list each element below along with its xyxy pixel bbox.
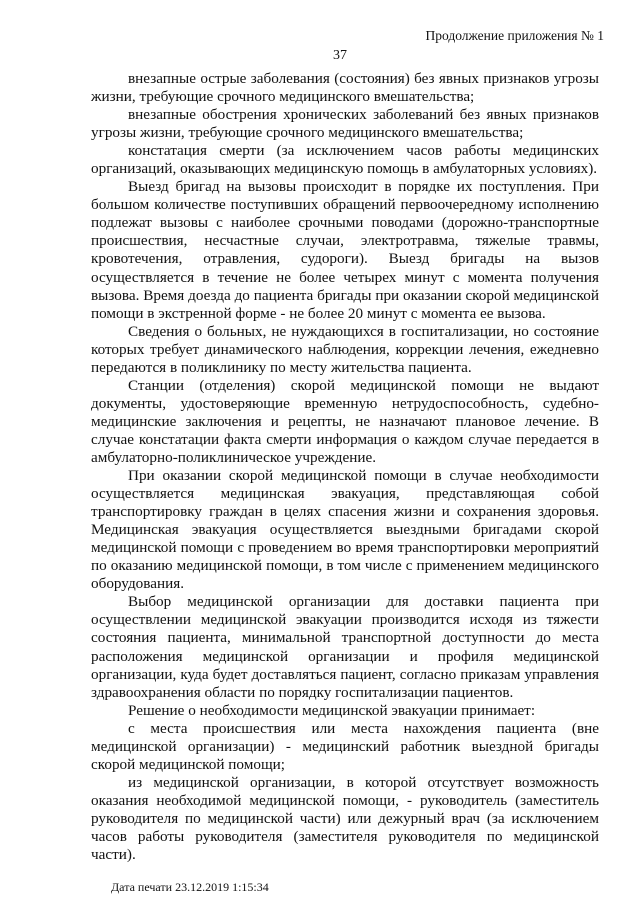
page-number: 37	[333, 48, 347, 63]
paragraph: Выезд бригад на вызовы происходит в порядке их поступления. При большом количестве поступивших обращений первоочередному исполнению подлежат вызовы с наиболее срочными поводами (дорожно-транспортные происшествия, несчастные случаи, электротравма, тяжелые травмы, кровотечения, отравления, судороги). Выезд бригады на вызов осуществляется в течение не более четырех минут с момента получения вызова. Время доезда до пациента бригады при оказании скорой медицинской помощи в экстренной форме - не более 20 минут с момента ее вызова.	[91, 178, 599, 322]
paragraph: Решение о необходимости медицинской эвакуации принимает:	[128, 701, 536, 719]
paragraph: Выбор медицинской организации для доставки пациента при осуществлении медицинской эвакуации производится исходя из тяжести состояния пациента, минимальной транспортной доступности до места расположения медицинской организации и профиля медицинской организации, куда будет доставляться пациент, согласно приказам управления здравоохранения области по порядку госпитализации пациентов.	[91, 593, 599, 701]
paragraph: констатация смерти (за исключением часов работы медицинских организаций, оказывающих медицинскую помощь в амбулаторных условиях).	[91, 142, 599, 178]
appendix-continuation-note: Продолжение приложения № 1	[425, 28, 604, 43]
paragraph: Сведения о больных, не нуждающихся в госпитализации, но состояние которых требует динамического наблюдения, коррекции лечения, ежедневно передаются в поликлинику по месту жительства пациента.	[91, 322, 599, 376]
print-date-footer: Дата печати 23.12.2019 1:15:34	[111, 880, 269, 894]
paragraph: с места происшествия или места нахождения пациента (вне медицинской организации) - медицинский работник выездной бригады скорой медицинской помощи;	[91, 719, 599, 773]
paragraph: внезапные острые заболевания (состояния) без явных признаков угрозы жизни, требующие срочного медицинского вмешательства;	[91, 70, 599, 106]
paragraph: Станции (отделения) скорой медицинской помощи не выдают документы, удостоверяющие временную нетрудоспособность, судебно-медицинские заключения и рецепты, не назначают плановое лечение. В случае констатации факта смерти информация о каждом случае передается в амбулаторно-поликлиническое учреждение.	[91, 376, 599, 466]
paragraph: При оказании скорой медицинской помощи в случае необходимости осуществляется медицинская эвакуация, представляющая собой транспортировку граждан в целях спасения жизни и сохранения здоровья. Медицинская эвакуация осуществляется выездными бригадами скорой медицинской помощи с проведением во время транспортировки мероприятий по оказанию медицинской помощи, в том числе с применением медицинского оборудования.	[91, 467, 599, 593]
paragraph: из медицинской организации, в которой отсутствует возможность оказания необходимой медицинской помощи, - руководитель (заместитель руководителя по медицинской части) или дежурный врач (за исключением часов работы руководителя (заместителя руководителя по медицинской части).	[91, 773, 599, 864]
document-body	[91, 70, 599, 864]
paragraph: внезапные обострения хронических заболеваний без явных признаков угрозы жизни, требующие срочного медицинского вмешательства;	[91, 106, 599, 142]
